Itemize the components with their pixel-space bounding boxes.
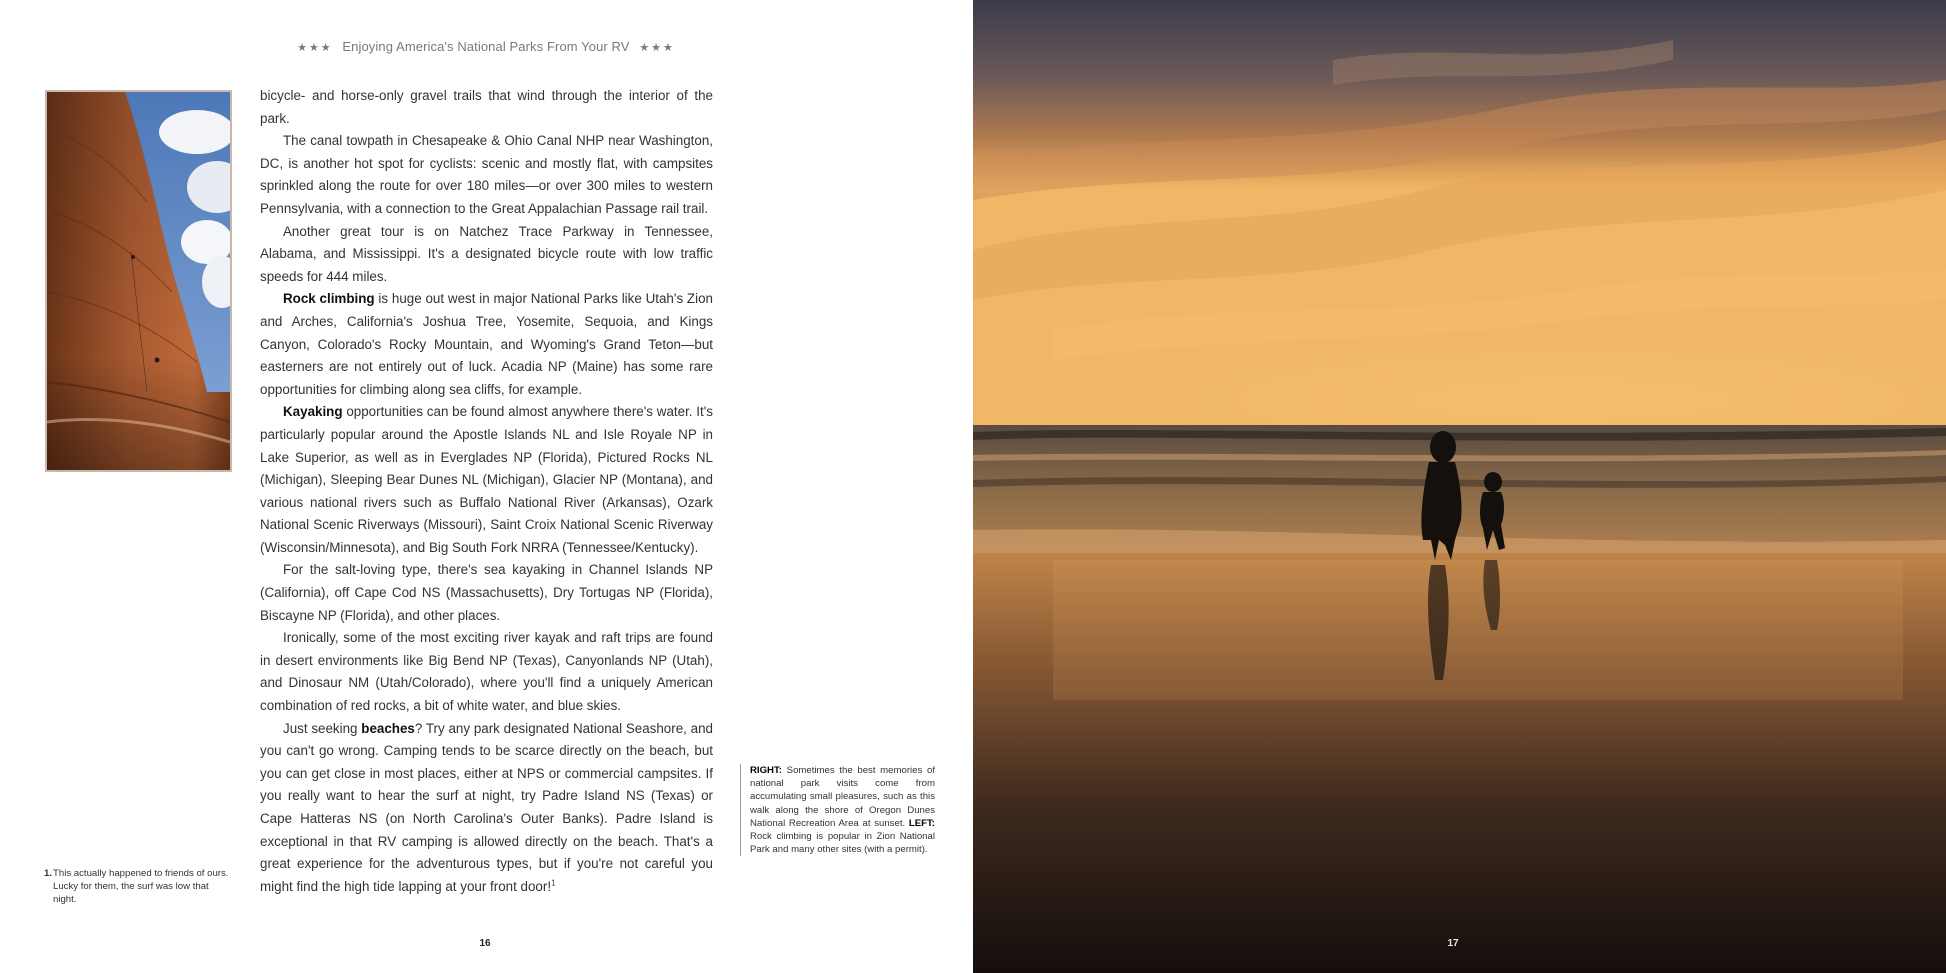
paragraph-4 bbox=[260, 288, 713, 401]
paragraph-8 bbox=[260, 718, 713, 899]
running-head bbox=[230, 39, 742, 54]
paragraph-8-pre: Just seeking bbox=[283, 720, 362, 736]
kayaking-heading: Kayaking bbox=[283, 404, 343, 420]
paragraph-8-text: ? Try any park designated National Seashore, and you can't go wrong. Camping tends to be scarce directly on the beach, but you can get close in most places, either at NPS or commercial campsites. If you really want to hear the surf at night, try Padre Island NS (Texas) or Cape Hatteras NS (on North Carolina's Outer Banks). Padre Island is exceptional in that RV camping is allowed directly on the beach. That's a great experience for the adventurous types, but if you're not careful you might find the high tide lapping at your front door! bbox=[260, 720, 713, 894]
paragraph-3: Another great tour is on Natchez Trace Parkway in Tennessee, Alabama, and Mississippi. It's a designated bicycle route with low traffic speeds for 444 miles. bbox=[260, 223, 713, 284]
body-text bbox=[260, 85, 713, 898]
footnote-text-2: Lucky for them, the surf was low that night. bbox=[53, 881, 209, 905]
page-number-left: 16 bbox=[479, 938, 491, 949]
paragraph-6: For the salt-loving type, there's sea kayaking in Channel Islands NP (California), off Cape Cod NS (Massachusetts), Dry Tortugas NP (Florida), Biscayne NP (Florida), and other places. bbox=[260, 562, 713, 623]
running-head-stars-left: ★★★ bbox=[297, 42, 333, 54]
caption-left-label: LEFT: bbox=[908, 817, 935, 829]
footnote-reference: 1 bbox=[551, 878, 556, 888]
footnote bbox=[44, 867, 234, 906]
running-head-title: Enjoying America's National Parks From Your RV bbox=[342, 39, 630, 54]
caption-left-text: Rock climbing is popular in Zion National Park and many other sites (with a permit). bbox=[750, 831, 935, 856]
paragraph-7: Ironically, some of the most exciting river kayak and raft trips are found in desert environments like Big Bend NP (Texas), Canyonlands NP (Utah), and Dinosaur NM (Utah/Colorado), where you'll find a uniquely American combination of red rocks, a bit of white water, and blue skies. bbox=[260, 630, 713, 714]
beach-sunset-photo bbox=[973, 0, 1946, 973]
page-number-right: 17 bbox=[1447, 938, 1459, 949]
footnote-text-1: This actually happened to friends of ours. bbox=[53, 868, 229, 879]
footnote-number: 1. bbox=[44, 868, 53, 879]
photo-caption bbox=[740, 764, 935, 856]
rock-climbing-photo bbox=[45, 90, 232, 472]
footnote-line-1 bbox=[44, 867, 234, 880]
caption-right-label: RIGHT: bbox=[750, 765, 782, 776]
paragraph-5-text: opportunities can be found almost anywhere there's water. It's particularly popular around the Apostle Islands NL and Isle Royale NP in Lake Superior, as well as in Everglades NP (Florida), Pictured Rocks NL (Michigan), Sleeping Bear Dunes NL (Michigan), Glacier NP (Montana), and various national rivers such as Buffalo National River (Arkansas), Ozark National Scenic Riverways (Missouri), Saint Croix National Scenic Riverway (Wisconsin/Minnesota), and Big South Fork NRRA (Tennessee/Kentucky). bbox=[260, 404, 713, 555]
beaches-heading: beaches bbox=[361, 720, 415, 736]
paragraph-4-text: is huge out west in major National Parks like Utah's Zion and Arches, California's Joshua Tree, Yosemite, Sequoia, and Kings Canyon, Colorado's Rocky Mountain, and Wyoming's Grand Teton—but easterners are not entirely out of luck. Acadia NP (Maine) has some rare opportunities for climbing along sea cliffs, for example. bbox=[260, 291, 713, 397]
paragraph-5 bbox=[260, 401, 713, 559]
rock-climbing-heading: Rock climbing bbox=[283, 291, 375, 307]
caption-right-text: Sometimes the best memories of national park visits come from accumulating small pleasures, such as this walk along the shore of Oregon Dunes National Recreation Area at sunset. bbox=[750, 765, 935, 829]
paragraph-1: bicycle- and horse-only gravel trails that wind through the interior of the park. bbox=[260, 88, 713, 126]
running-head-stars-right: ★★★ bbox=[639, 42, 675, 54]
paragraph-2: The canal towpath in Chesapeake & Ohio Canal NHP near Washington, DC, is another hot spot for cyclists: scenic and mostly flat, with campsites sprinkled along the route for over 180 miles—or over 300 miles to western Pennsylvania, with a connection to the Great Appalachian Passage rail trail. bbox=[260, 133, 713, 216]
right-page bbox=[973, 0, 1946, 973]
